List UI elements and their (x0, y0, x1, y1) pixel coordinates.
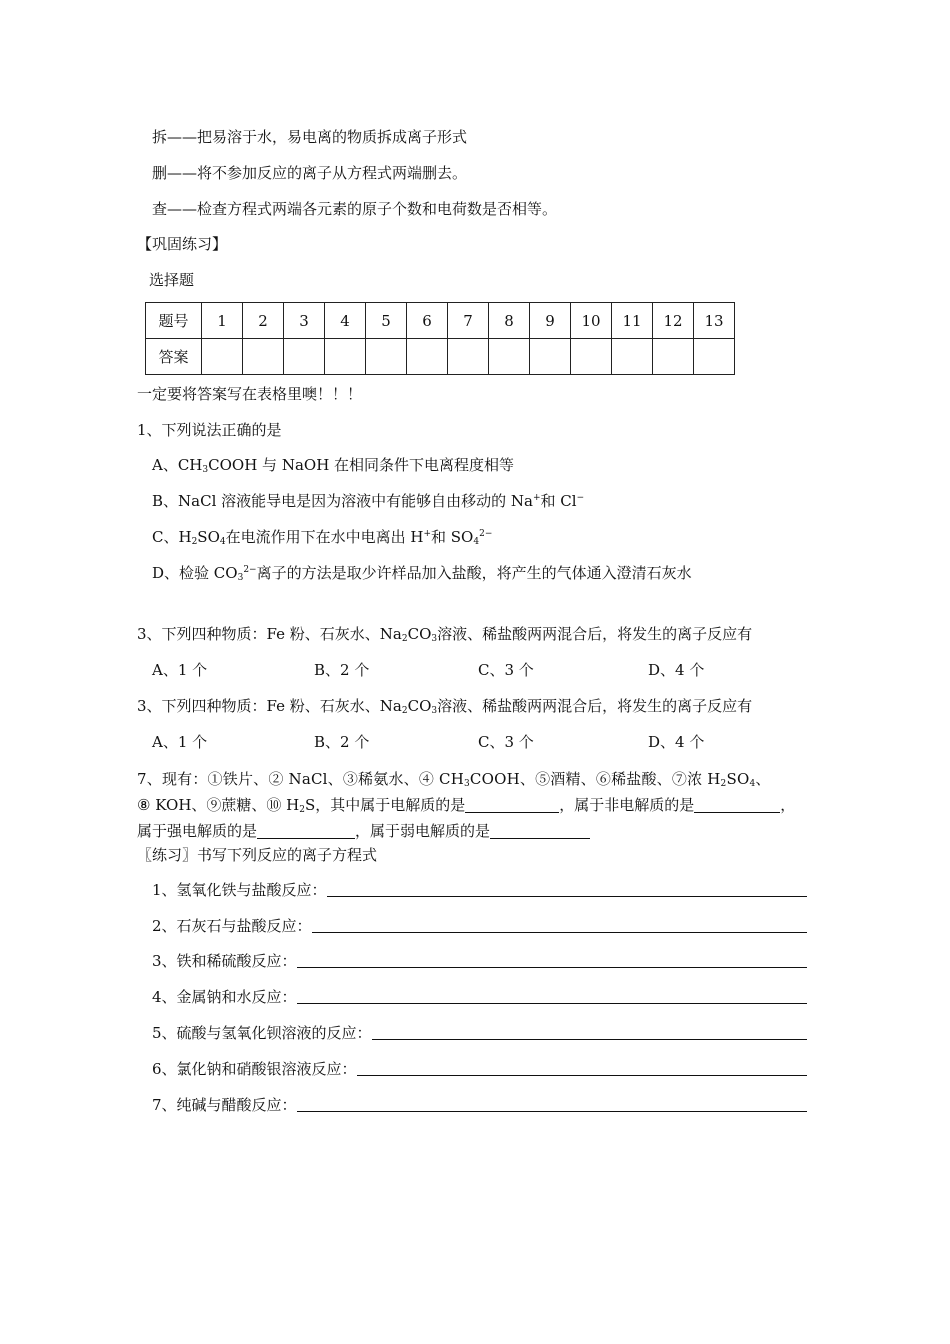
number-cell: 11 (612, 303, 653, 339)
non-electrolyte-blank[interactable] (694, 796, 780, 813)
option-c: C、3 个 (478, 733, 534, 751)
number-cell: 9 (530, 303, 571, 339)
answer-line[interactable] (297, 1095, 807, 1112)
answer-cell[interactable] (407, 339, 448, 375)
q1-stem: 1、下列说法正确的是 (137, 421, 282, 439)
number-header: 题号 (146, 303, 202, 339)
answer-cell[interactable] (571, 339, 612, 375)
answer-cell[interactable] (653, 339, 694, 375)
q3-options-first (152, 660, 704, 680)
option-b: B、2 个 (314, 733, 370, 751)
answer-cell[interactable] (202, 339, 243, 375)
practice-item: 3、铁和稀硫酸反应： (152, 951, 807, 971)
number-cell: 1 (202, 303, 243, 339)
answer-cell[interactable] (448, 339, 489, 375)
reminder: 一定要将答案写在表格里噢！！！ (137, 385, 363, 403)
q3-options-second (152, 732, 704, 752)
q3-stem-second: 3、下列四种物质：Fe 粉、石灰水、$Na_2CO_3$溶液、稀盐酸两两混合后，将发生的离子反应有 (137, 697, 753, 716)
practice-item: 1、氢氧化铁与盐酸反应： (152, 880, 807, 900)
q1-option-a: A、$CH_3COOH$ 与 NaOH 在相同条件下电离程度相等 (152, 456, 515, 475)
option-a: A、1 个 (152, 733, 208, 751)
q1-option-b: B、NaCl 溶液能导电是因为溶液中有能够自由移动的 Na+和 Cl− (152, 492, 585, 510)
answer-line[interactable] (297, 951, 807, 968)
answer-table-answer-row (146, 339, 735, 375)
practice-item: 6、氯化钠和硝酸银溶液反应： (152, 1059, 807, 1079)
number-cell: 2 (243, 303, 284, 339)
practice-item: 2、石灰石与盐酸反应： (152, 916, 807, 936)
answer-cell[interactable] (284, 339, 325, 375)
number-cell: 3 (284, 303, 325, 339)
answer-cell[interactable] (612, 339, 653, 375)
weak-electrolyte-blank[interactable] (490, 822, 590, 839)
answer-cell[interactable] (325, 339, 366, 375)
answer-line[interactable] (327, 880, 807, 897)
answer-cell[interactable] (366, 339, 407, 375)
number-cell: 10 (571, 303, 612, 339)
answer-cell[interactable] (489, 339, 530, 375)
option-d: D、4 个 (648, 661, 705, 679)
answer-cell[interactable] (694, 339, 735, 375)
option-a: A、1 个 (152, 661, 208, 679)
rule-chai: 拆——把易溶于水，易电离的物质拆成离子形式 (152, 128, 468, 146)
q3-stem-first: 3、下列四种物质：Fe 粉、石灰水、$Na_2CO_3$溶液、稀盐酸两两混合后，将发生的离子反应有 (137, 625, 753, 644)
option-c: C、3 个 (478, 661, 534, 679)
practice-item: 7、纯碱与醋酸反应： (152, 1095, 807, 1115)
number-cell: 5 (366, 303, 407, 339)
electrolyte-blank[interactable] (465, 796, 559, 813)
option-d: D、4 个 (648, 733, 705, 751)
answer-table (145, 302, 735, 375)
number-cell: 7 (448, 303, 489, 339)
q7-line-3: 属于强电解质的是 ，属于弱电解质的是 (137, 821, 590, 841)
answer-line[interactable] (297, 987, 807, 1004)
practice-item: 4、金属钠和水反应： (152, 987, 807, 1007)
q7-line-2: ⑧ KOH、⑨蔗糖、⑩ $H_2S$，其中属于电解质的是 ，属于非电解质的是 ， (137, 796, 796, 815)
number-cell: 12 (653, 303, 694, 339)
answer-line[interactable] (372, 1023, 807, 1040)
strong-electrolyte-blank[interactable] (257, 822, 355, 839)
answer-table-number-row (146, 303, 735, 339)
rule-shan: 删——将不参加反应的离子从方程式两端删去。 (152, 164, 468, 182)
choice-title: 选择题 (149, 271, 195, 289)
q7-line-1: 7、现有：①铁片、② NaCl、③稀氨水、④ $CH_3COOH$、⑤酒精、⑥稀盐酸、⑦浓 $H_2SO_4$、 (137, 770, 771, 789)
answer-header: 答案 (146, 339, 202, 375)
answer-line[interactable] (312, 916, 807, 933)
q1-option-c: C、$H_2SO_4$在电流作用下在水中电离出 H+和 $SO_4^{2-}$ (152, 528, 493, 547)
rule-cha: 查——检查方程式两端各元素的原子个数和电荷数是否相等。 (152, 200, 558, 218)
number-cell: 6 (407, 303, 448, 339)
practice-title: 〖练习〗书写下列反应的离子方程式 (137, 846, 378, 864)
option-b: B、2 个 (314, 661, 370, 679)
number-cell: 13 (694, 303, 735, 339)
answer-cell[interactable] (530, 339, 571, 375)
number-cell: 8 (489, 303, 530, 339)
answer-cell[interactable] (243, 339, 284, 375)
q1-option-d: D、检验 $CO_3^{2-}$离子的方法是取少许样品加入盐酸，将产生的气体通入澄清石灰水 (152, 564, 692, 583)
section-title: 【巩固练习】 (137, 235, 228, 253)
answer-line[interactable] (357, 1059, 807, 1076)
practice-item: 5、硫酸与氢氧化钡溶液的反应： (152, 1023, 807, 1043)
number-cell: 4 (325, 303, 366, 339)
